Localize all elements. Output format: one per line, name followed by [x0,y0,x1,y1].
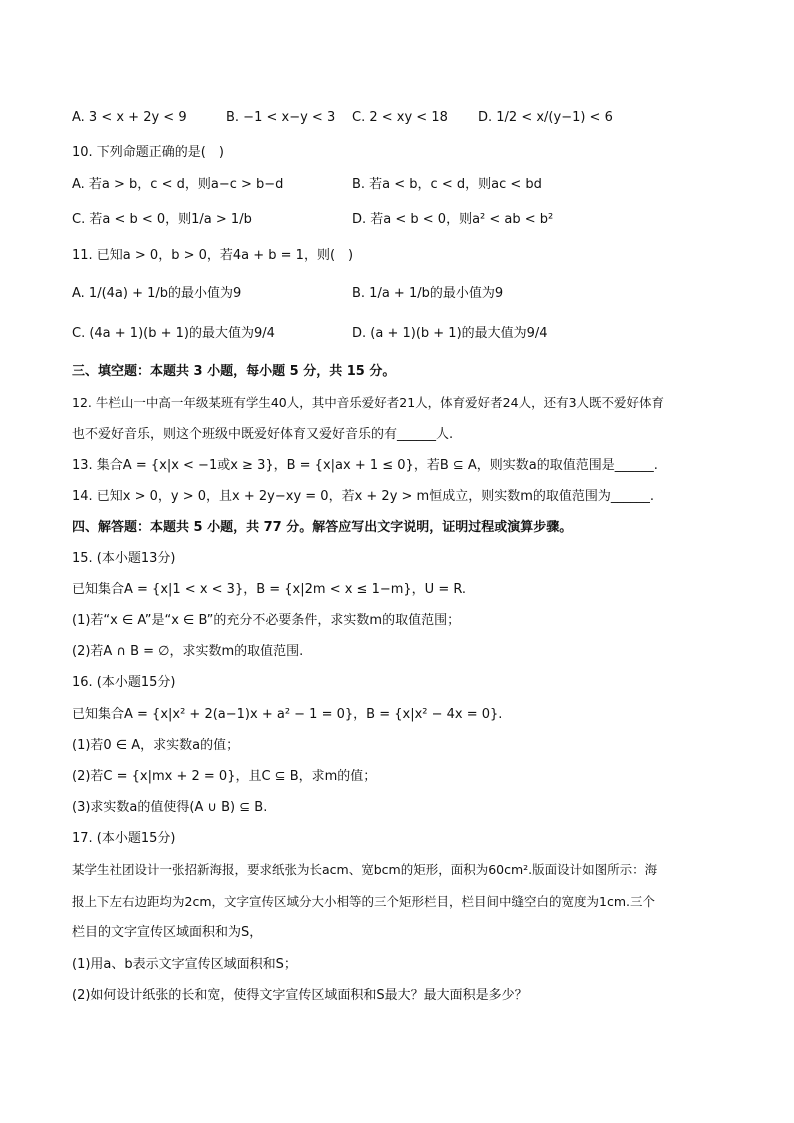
section4-heading: 四、解答题：本题共 5 小题，共 77 分。解答应写出文字说明，证明过程或演算步骤。 [72,520,573,535]
q17-line1: 某学生社团设计一张招新海报，要求纸张为长acm、宽bcm的矩形，面积为60cm².版面设计如图所示：海 [72,862,658,877]
q10-stem: 10. 下列命题正确的是( ) [72,145,224,160]
q9-option-d: D. 1/2 < x/(y−1) < 6 [478,110,613,125]
q16-part3: (3)求实数a的值使得(A ∪ B) ⊆ B. [72,800,268,815]
q9-option-b: B. −1 < x−y < 3 [226,110,336,125]
q16-heading: 16. (本小题15分) [72,675,176,690]
q11-stem: 11. 已知a > 0，b > 0，若4a + b = 1，则( ) [72,248,354,263]
q15-part1: (1)若“x ∈ A”是“x ∈ B”的充分不必要条件，求实数m的取值范围； [72,613,461,628]
q16-part1: (1)若0 ∈ A，求实数a的值； [72,738,240,753]
q15-stem: 已知集合A = {x|1 < x < 3}，B = {x|2m < x ≤ 1−m}，U = R. [72,582,467,597]
q11-option-c: C. (4a + 1)(b + 1)的最大值为9/4 [72,326,275,341]
q17-line3: 栏目的文字宣传区域面积和为S， [72,925,263,940]
q15-heading: 15. (本小题13分) [72,551,176,566]
q13: 13. 集合A = {x|x < −1或x ≥ 3}，B = {x|ax + 1 ≤ 0}，若B ⊆ A，则实数a的取值范围是______. [72,458,658,473]
q11-option-a: A. 1/(4a) + 1/b的最小值为9 [72,286,242,301]
q10-option-a: A. 若a > b，c < d，则a−c > b−d [72,177,284,192]
q9-option-a: A. 3 < x + 2y < 9 [72,110,187,125]
q16-stem: 已知集合A = {x|x² + 2(a−1)x + a² − 1 = 0}，B = {x|x² − 4x = 0}. [72,707,503,722]
q12-line1: 12. 牛栏山一中高一年级某班有学生40人，其中音乐爱好者21人，体育爱好者24人，还有3人既不爱好体育 [72,395,665,410]
q14: 14. 已知x > 0，y > 0，且x + 2y−xy = 0，若x + 2y > m恒成立，则实数m的取值范围为______. [72,489,655,504]
q10-option-b: B. 若a < b，c < d，则ac < bd [352,177,542,192]
q10-option-c: C. 若a < b < 0，则1/a > 1/b [72,212,252,227]
q17-part2: (2)如何设计纸张的长和宽，使得文字宣传区域面积和S最大？最大面积是多少？ [72,988,528,1003]
q15-part2: (2)若A ∩ B = ∅，求实数m的取值范围. [72,644,304,659]
q17-part1: (1)用a、b表示文字宣传区域面积和S； [72,957,297,972]
q17-line2: 报上下左右边距均为2cm，文字宣传区域分大小相等的三个矩形栏目，栏目间中缝空白的宽度为1cm.三个 [72,894,655,909]
q10-option-d: D. 若a < b < 0，则a² < ab < b² [352,212,554,227]
q17-heading: 17. (本小题15分) [72,831,176,846]
q16-part2: (2)若C = {x|mx + 2 = 0}，且C ⊆ B，求m的值； [72,769,377,784]
q9-option-c: C. 2 < xy < 18 [352,110,448,125]
q11-option-d: D. (a + 1)(b + 1)的最大值为9/4 [352,326,548,341]
section3-heading: 三、填空题：本题共 3 小题，每小题 5 分，共 15 分。 [72,364,396,379]
q12-line2: 也不爱好音乐，则这个班级中既爱好体育又爱好音乐的有______人. [72,427,454,442]
q11-option-b: B. 1/a + 1/b的最小值为9 [352,286,504,301]
